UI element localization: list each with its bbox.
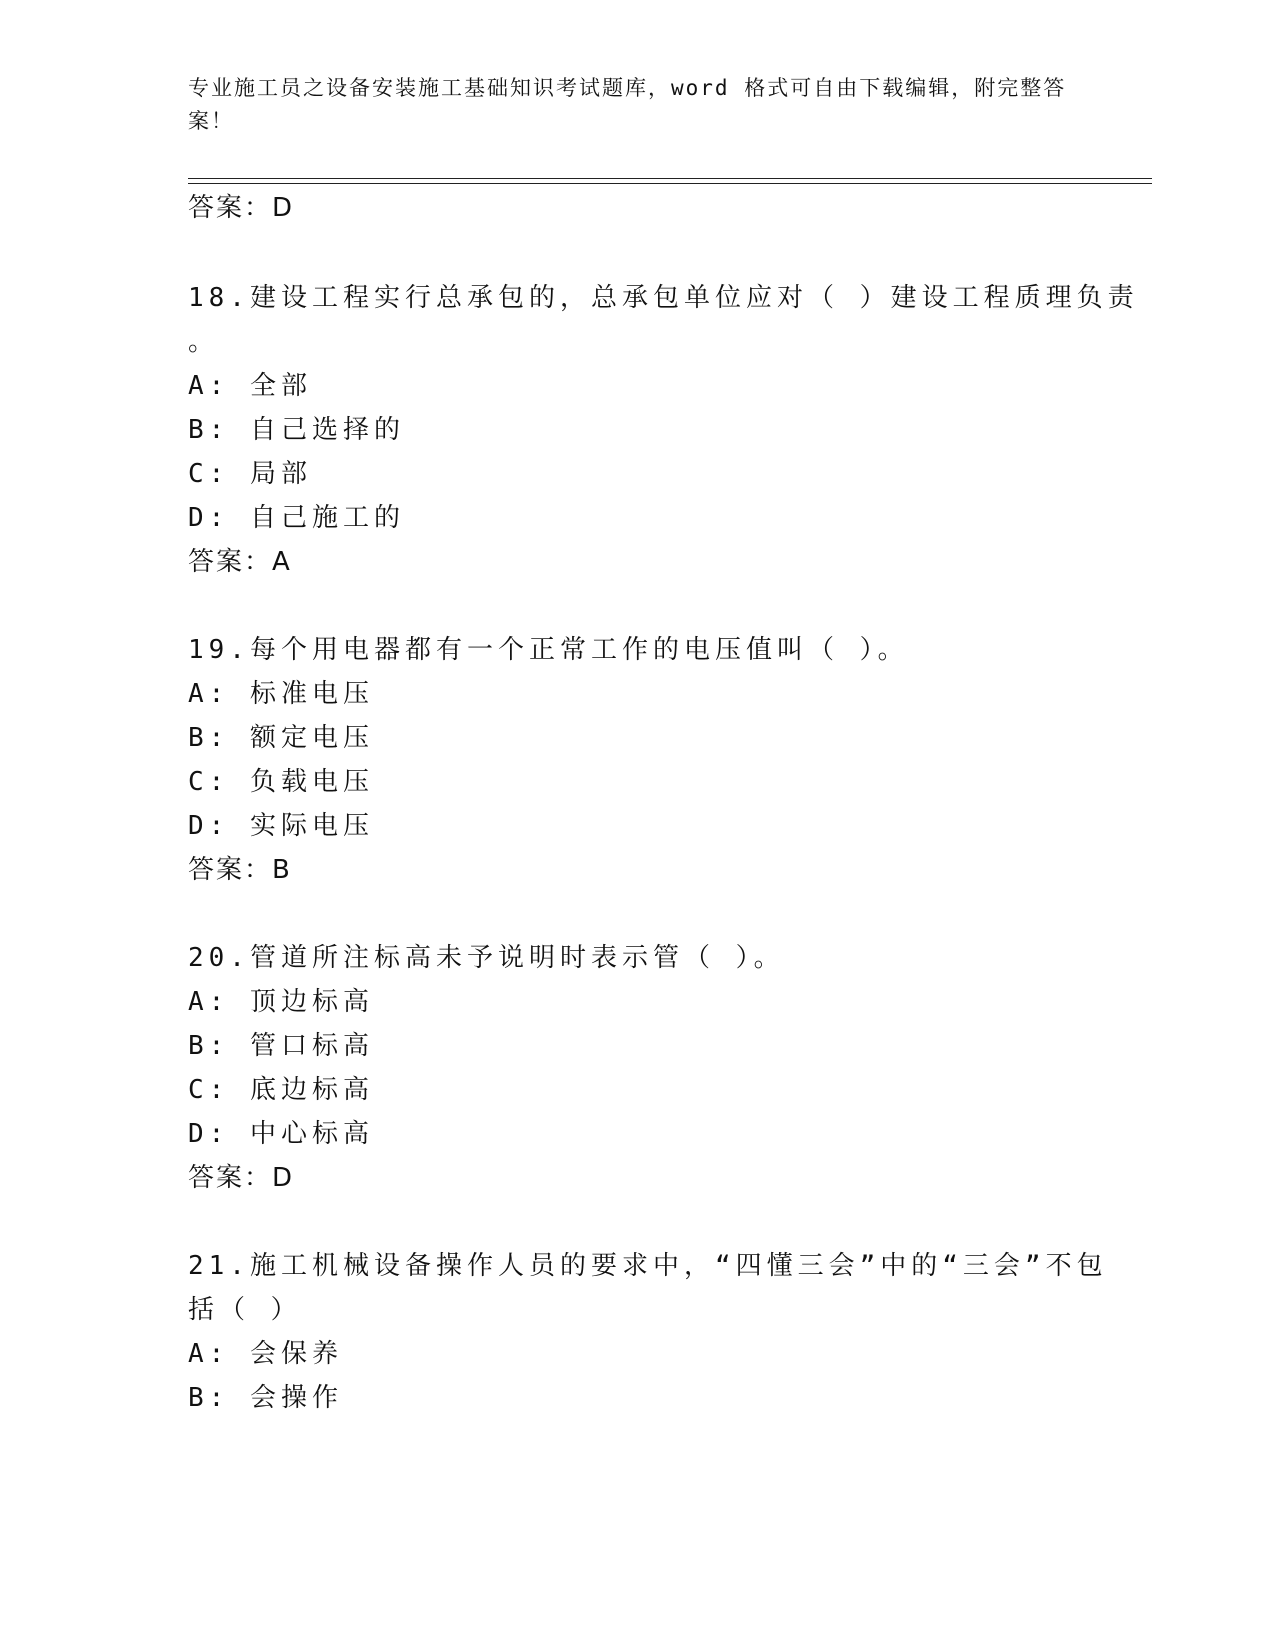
question-20-stem: 20.管道所注标高未予说明时表示管（ ）。 [188,943,785,973]
question-20-option-a: A: 顶边标高 [188,987,374,1017]
question-18-option-a: A: 全部 [188,371,312,401]
question-20-option-c: C: 底边标高 [188,1075,374,1105]
question-18-answer: 答案：A [188,547,292,577]
question-19-answer: 答案：B [188,855,292,885]
question-19-option-d: D: 实际电压 [188,811,374,841]
question-21-option-b: B: 会操作 [188,1383,343,1413]
question-18-option-d: D: 自己施工的 [188,503,405,533]
previous-answer: 答案：D [188,193,295,223]
question-19-option-c: C: 负载电压 [188,767,374,797]
question-21-stem-continued: 括（ ） [188,1295,302,1325]
question-21-option-a: A: 会保养 [188,1339,343,1369]
question-19-option-a: A: 标准电压 [188,679,374,709]
header-rule-top [188,178,1152,179]
question-20-option-d: D: 中心标高 [188,1119,374,1149]
question-19-stem: 19.每个用电器都有一个正常工作的电压值叫（ ）。 [188,635,909,665]
question-20-option-b: B: 管口标高 [188,1031,374,1061]
question-18-stem: 18.建设工程实行总承包的，总承包单位应对（ ）建设工程质理负责 [188,283,1139,313]
question-21-stem: 21.施工机械设备操作人员的要求中，“四懂三会”中的“三会”不包 [188,1251,1108,1281]
question-20-answer: 答案：D [188,1163,295,1193]
question-18-option-b: B: 自己选择的 [188,415,405,445]
question-18-stem-continued: 。 [188,327,220,357]
question-19-option-b: B: 额定电压 [188,723,374,753]
question-18-option-c: C: 局部 [188,459,312,489]
document-header: 专业施工员之设备安装施工基础知识考试题库，word 格式可自由下载编辑，附完整答案！ [188,76,1067,133]
header-rule-bottom [188,183,1152,184]
